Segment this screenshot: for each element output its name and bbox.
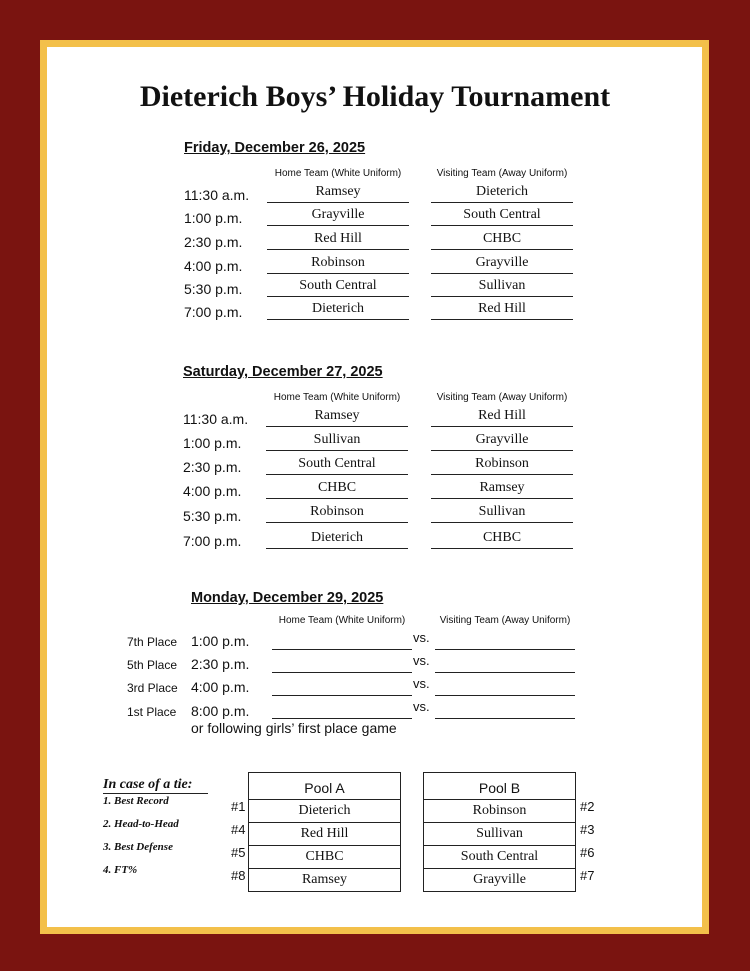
pool-a-title: Pool A — [249, 773, 400, 800]
visiting-team: Grayville — [431, 431, 573, 451]
game-time: 11:30 a.m. — [183, 411, 249, 427]
visiting-team: South Central — [431, 206, 573, 226]
tiebreak-item: 3. Best Defense — [103, 841, 173, 853]
seed-label: #1 — [231, 799, 246, 814]
pool-team: CHBC — [249, 846, 400, 869]
visiting-team: Dieterich — [431, 183, 573, 203]
game-time: 7:00 p.m. — [183, 533, 242, 549]
home-team: Red Hill — [267, 230, 409, 250]
game-time: 4:00 p.m. — [183, 483, 242, 499]
seed-label: #3 — [580, 822, 595, 837]
seed-label: #5 — [231, 845, 246, 860]
game-time: 2:30 p.m. — [184, 234, 243, 250]
home-team: CHBC — [266, 479, 408, 499]
placement-label: 5th Place — [127, 658, 178, 672]
game-time: 1:00 p.m. — [183, 435, 242, 451]
game-time: 2:30 p.m. — [191, 656, 250, 672]
vs-label: vs. — [413, 630, 430, 645]
pool-a-table — [248, 772, 401, 892]
placement-label: 7th Place — [127, 635, 178, 649]
home-team: Ramsey — [267, 183, 409, 203]
game-time: 4:00 p.m. — [184, 258, 243, 274]
game-time: 5:30 p.m. — [183, 508, 242, 524]
home-team-blank — [272, 649, 412, 650]
visiting-team-blank — [435, 718, 575, 719]
friday-visiting-header: Visiting Team (Away Uniform) — [436, 168, 568, 179]
saturday-home-header: Home Team (White Uniform) — [273, 392, 401, 403]
home-team: Grayville — [267, 206, 409, 226]
game-time: 1:00 p.m. — [191, 633, 250, 649]
home-team: South Central — [267, 277, 409, 297]
visiting-team-blank — [435, 649, 575, 650]
monday-home-header: Home Team (White Uniform) — [278, 615, 406, 626]
monday-date: Monday, December 29, 2025 — [191, 590, 384, 606]
visiting-team-blank — [435, 695, 575, 696]
tiebreak-heading: In case of a tie: — [103, 777, 208, 794]
tiebreak-item: 2. Head-to-Head — [103, 818, 179, 830]
home-team: South Central — [266, 455, 408, 475]
tiebreak-item: 4. FT% — [103, 864, 138, 876]
seed-label: #6 — [580, 845, 595, 860]
home-team: Sullivan — [266, 431, 408, 451]
pool-team: Sullivan — [424, 823, 575, 846]
game-time: 5:30 p.m. — [184, 281, 243, 297]
home-team: Ramsey — [266, 407, 408, 427]
game-time: 1:00 p.m. — [184, 210, 243, 226]
pool-team: Robinson — [424, 800, 575, 823]
game-time: 8:00 p.m. — [191, 703, 250, 719]
game-time: 7:00 p.m. — [184, 304, 243, 320]
placement-label: 1st Place — [127, 705, 177, 719]
pool-team: Red Hill — [249, 823, 400, 846]
monday-visiting-header: Visiting Team (Away Uniform) — [439, 615, 571, 626]
pool-team: Ramsey — [301, 872, 348, 887]
vs-label: vs. — [413, 653, 430, 668]
friday-date: Friday, December 26, 2025 — [184, 140, 366, 156]
seed-label: #8 — [231, 868, 246, 883]
home-team: Dieterich — [267, 300, 409, 320]
visiting-team: Red Hill — [431, 407, 573, 427]
pool-team: Grayville — [473, 872, 526, 887]
vs-label: vs. — [413, 699, 430, 714]
placement-label: 3rd Place — [127, 681, 178, 695]
visiting-team: Sullivan — [431, 503, 573, 523]
vs-label: vs. — [413, 676, 430, 691]
visiting-team-blank — [435, 672, 575, 673]
tiebreak-item: 1. Best Record — [103, 795, 169, 807]
pool-team: Dieterich — [249, 800, 400, 823]
game-time: 4:00 p.m. — [191, 679, 250, 695]
pool-b-table — [423, 772, 576, 892]
home-team-blank — [272, 718, 412, 719]
pool-b-title: Pool B — [424, 773, 575, 800]
page-title: Dieterich Boys’ Holiday Tournament — [139, 80, 611, 113]
seed-label: #4 — [231, 822, 246, 837]
game-time: 11:30 a.m. — [184, 187, 250, 203]
seed-label: #2 — [580, 799, 595, 814]
first-place-note: or following girls’ first place game — [191, 720, 397, 736]
home-team-blank — [272, 672, 412, 673]
pool-team: South Central — [424, 846, 575, 869]
visiting-team: Grayville — [431, 254, 573, 274]
home-team: Robinson — [266, 503, 408, 523]
home-team: Robinson — [267, 254, 409, 274]
visiting-team: Sullivan — [431, 277, 573, 297]
saturday-visiting-header: Visiting Team (Away Uniform) — [436, 392, 568, 403]
visiting-team: CHBC — [431, 529, 573, 549]
game-time: 2:30 p.m. — [183, 459, 242, 475]
visiting-team: Ramsey — [431, 479, 573, 499]
home-team: Dieterich — [266, 529, 408, 549]
friday-home-header: Home Team (White Uniform) — [274, 168, 402, 179]
saturday-date: Saturday, December 27, 2025 — [183, 364, 383, 380]
visiting-team: Red Hill — [431, 300, 573, 320]
visiting-team: Robinson — [431, 455, 573, 475]
home-team-blank — [272, 695, 412, 696]
seed-label: #7 — [580, 868, 595, 883]
visiting-team: CHBC — [431, 230, 573, 250]
